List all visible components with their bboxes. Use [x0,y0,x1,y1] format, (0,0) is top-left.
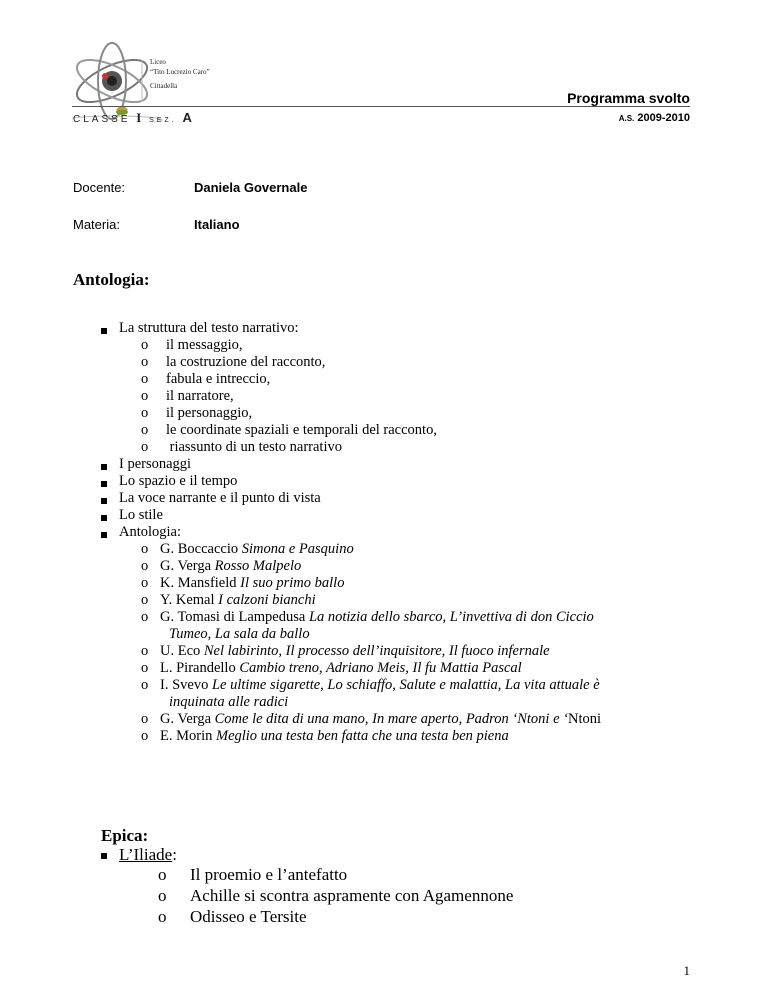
epica-heading: Epica: [101,826,149,845]
reading-works: Simona e Pasquino [241,541,354,557]
class-indicator [73,110,192,126]
list-subitem: Odisseo e Tersite [190,907,307,926]
header-divider [72,106,690,107]
circle-bullet-icon: o [141,337,149,353]
class-label: CLASSE [73,114,131,125]
square-bullet-icon [101,515,107,521]
section-label: SEZ. [149,117,177,124]
reading-item [160,677,600,694]
circle-bullet-icon: o [141,592,149,608]
reading-item [160,660,522,677]
circle-bullet-icon: o [141,388,149,404]
circle-bullet-icon: o [141,609,149,625]
square-bullet-icon [101,532,107,538]
reading-works: inquinata alle radici [169,694,289,710]
circle-bullet-icon: o [141,575,149,591]
circle-bullet-icon: o [158,907,167,926]
list-subitem: riassunto di un testo narrativo [166,439,342,455]
reading-item [160,711,601,728]
circle-bullet-icon: o [141,643,149,659]
square-bullet-icon [101,464,107,470]
reading-works: Come le dita di una mano, In mare aperto, Padron ‘Ntoni e ‘ [214,711,568,727]
reading-works-tail: Ntoni [567,711,602,727]
reading-author: G. Verga [160,558,215,574]
logo-line-1: Liceo [150,58,166,66]
list-subitem: le coordinate spaziali e temporali del racconto, [166,422,437,438]
circle-bullet-icon: o [141,677,149,693]
docente-value: Daniela Governale [194,180,308,195]
reading-works: La notizia dello sbarco, L’invettiva di don Ciccio [308,609,594,625]
docente-label: Docente: [73,180,126,195]
antologia-heading: Antologia: [73,270,150,289]
list-subitem: il narratore, [166,388,234,404]
reading-author: I. Svevo [160,677,212,693]
reading-works: Il suo primo ballo [240,575,345,591]
circle-bullet-icon: o [141,541,149,557]
circle-bullet-icon: o [158,886,167,905]
circle-bullet-icon: o [141,660,149,676]
reading-item [160,541,354,558]
reading-item-continuation [169,694,288,711]
reading-item-continuation [169,626,310,643]
reading-author: E. Morin [160,728,216,744]
circle-bullet-icon: o [141,728,149,744]
reading-works: Tumeo, La sala da ballo [169,626,310,642]
school-year-value: 2009-2010 [637,112,690,124]
list-item [119,844,177,865]
square-bullet-icon [101,481,107,487]
circle-bullet-icon: o [141,371,149,387]
square-bullet-icon [101,853,107,859]
reading-works: Nel labirinto, Il processo dell’inquisitore, Il fuoco infernale [203,643,550,659]
circle-bullet-icon: o [141,405,149,421]
reading-item [160,609,594,626]
list-subitem: Achille si scontra aspramente con Agamennone [190,886,514,905]
circle-bullet-icon: o [158,865,167,884]
reading-item [160,592,316,609]
iliade-title: L’Iliade [119,845,173,864]
class-number: I [136,110,144,125]
school-year-prefix: A.S. [618,114,635,123]
reading-author: U. Eco [160,643,204,659]
list-subitem: il personaggio, [166,405,253,421]
reading-author: L. Pirandello [160,660,240,676]
list-item: Lo spazio e il tempo [119,473,238,489]
circle-bullet-icon: o [141,354,149,370]
circle-bullet-icon: o [141,711,149,727]
reading-author: Y. Kemal [160,592,219,608]
document-title: Programma svolto [567,90,690,106]
list-subitem: fabula e intreccio, [166,371,271,387]
list-subitem: la costruzione del racconto, [166,354,326,370]
reading-item [160,643,550,660]
materia-value: Italiano [194,217,240,232]
list-item: Antologia: [119,524,182,540]
reading-author: G. Tomasi di Lampedusa [160,609,309,625]
circle-bullet-icon: o [141,422,149,438]
iliade-colon: : [172,845,177,864]
logo-line-3: Cittadella [150,82,178,90]
square-bullet-icon [101,328,107,334]
logo-line-2: “Tito Lucrezio Caro” [150,68,210,76]
reading-author: G. Boccaccio [160,541,242,557]
reading-works: Rosso Malpelo [214,558,302,574]
reading-author: K. Mansfield [160,575,241,591]
reading-item [160,575,344,592]
reading-works: Meglio una testa ben fatta che una testa ben piena [215,728,509,744]
circle-bullet-icon: o [141,439,149,455]
reading-item [160,558,301,575]
list-item: Lo stile [119,507,163,523]
reading-works: Cambio treno, Adriano Meis, Il fu Mattia Pascal [239,660,522,676]
reading-item [160,728,509,745]
page-number: 1 [683,963,690,978]
circle-bullet-icon: o [141,558,149,574]
school-year [619,112,690,124]
reading-works: I calzoni bianchi [218,592,316,608]
square-bullet-icon [101,498,107,504]
list-item: La voce narrante e il punto di vista [119,490,321,506]
list-subitem: Il proemio e l’antefatto [190,865,348,884]
reading-works: Le ultime sigarette, Lo schiaffo, Salute e malattia, La vita attuale è [211,677,600,693]
list-subitem: il messaggio, [166,337,243,353]
reading-author: G. Verga [160,711,215,727]
list-item: La struttura del testo narrativo: [119,320,299,336]
materia-label: Materia: [73,217,120,232]
section-value: A [182,110,192,125]
list-item: I personaggi [119,456,192,472]
